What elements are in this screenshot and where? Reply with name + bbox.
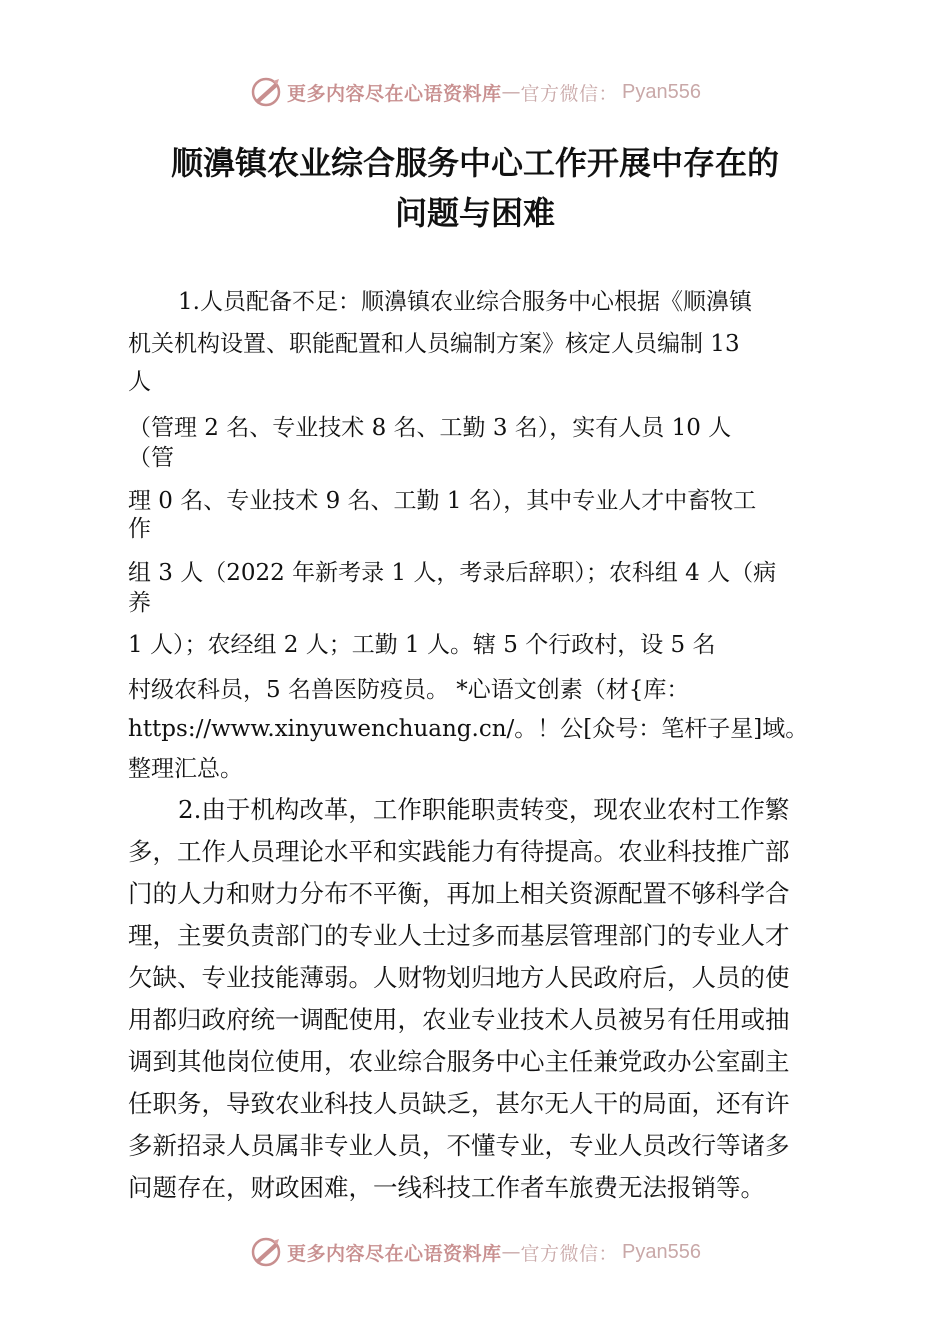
text-line: 2.由于机构改革，工作职能职责转变，现农业农村工作繁 [178,795,790,824]
text-line: 1 人）；农经组 2 人；工勤 1 人。辖 5 个行政村，设 5 名 [128,632,716,658]
text-line: 门的人力和财力分布不平衡，再加上相关资源配置不够科学合 [128,879,790,908]
text-line: 1.人员配备不足：顺濞镇农业综合服务中心根据《顺濞镇 [178,289,752,315]
text-line: （管理 2 名、专业技术 8 名、工勤 3 名），实有人员 10 人 [128,415,732,441]
watermark-wechat-label: 官方微信： [520,82,619,105]
document-title [120,138,830,238]
watermark-dash: — [501,81,521,103]
text-line: 多新招录人员属非专业人员，不懂专业，专业人员改行等诸多 [128,1131,790,1160]
pen-logo-icon [249,1235,283,1269]
watermark-wechat-label: 官方微信： [520,1242,619,1265]
text-line: 整理汇总。 [128,756,243,782]
pen-logo-icon [249,75,283,109]
watermark-text: 更多内容尽在心语资料库 [287,1242,502,1265]
text-line: 养 [128,590,151,616]
text-line: 人 [128,369,151,395]
text-line: 任职务，导致农业科技人员缺乏，甚尔无人干的局面，还有许 [128,1089,790,1118]
title-line-1: 顺濞镇农业综合服务中心工作开展中存在的 [170,144,779,182]
text-line: （管 [128,445,174,471]
text-line: 机关机构设置、职能配置和人员编制方案》核定人员编制 13 [128,331,740,357]
watermark-banner-top [0,72,950,112]
text-line: 组 3 人（2022 年新考录 1 人，考录后辞职）；农科组 4 人（病 [128,560,777,586]
watermark-text: 更多内容尽在心语资料库 [287,82,502,105]
watermark-wechat-id: Pyan556 [622,1240,701,1263]
title-line-2: 问题与困难 [394,194,555,232]
text-line: 欠缺、专业技能薄弱。人财物划归地方人民政府后，人员的使 [128,963,790,992]
text-line: 多，工作人员理论水平和实践能力有待提高。农业科技推广部 [128,837,790,866]
watermark-dash: — [501,1241,521,1263]
text-line: https://www.xinyuwenchuang.cn/。！公[众号：笔杆子星]域。 [128,716,809,742]
text-line: 理，主要负责部门的专业人士过多而基层管理部门的专业人才 [128,921,790,950]
text-line: 调到其他岗位使用，农业综合服务中心主任兼党政办公室副主 [128,1047,790,1076]
text-line: 问题存在，财政困难，一线科技工作者车旅费无法报销等。 [128,1173,765,1202]
watermark-wechat-id: Pyan556 [622,80,701,103]
text-line: 村级农科员，5 名兽医防疫员。 *心语文创素（材{库： [128,677,690,703]
text-line: 作 [128,516,151,542]
text-line: 用都归政府统一调配使用，农业专业技术人员被另有任用或抽 [128,1005,790,1034]
text-line: 理 0 名、专业技术 9 名、工勤 1 名），其中专业人才中畜牧工 [128,488,757,514]
watermark-banner-bottom [0,1232,950,1272]
